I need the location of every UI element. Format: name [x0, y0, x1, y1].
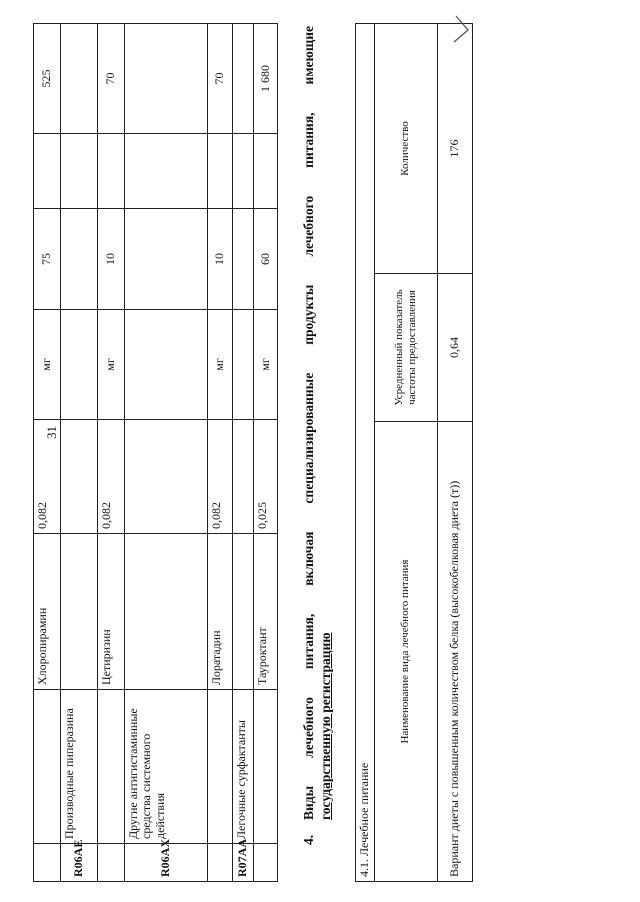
header-frequency: Усредненный показатель частоты предоставления: [375, 274, 438, 422]
unit-cell: мг: [208, 310, 233, 420]
unit-cell: мг: [34, 310, 61, 420]
drug-name-cell: [233, 534, 254, 690]
days-cell: [125, 209, 208, 310]
days-cell: 10: [98, 209, 125, 310]
heading-word: питания,: [301, 112, 316, 168]
drug-name-cell: Лоратадин: [208, 534, 233, 690]
total-cell: 1 680: [254, 24, 278, 134]
page-number: 31: [44, 426, 59, 440]
atc-code-cell: R06AX: [125, 844, 208, 882]
total-cell: [61, 24, 98, 134]
table-row: [254, 24, 278, 882]
heading-word: имеющие: [301, 26, 316, 85]
group-cell: Легочные сурфактанты: [233, 690, 254, 844]
total-cell: 70: [98, 24, 125, 134]
frequency-cell: 0,64: [438, 274, 473, 422]
heading-word: специализированные: [301, 372, 316, 504]
group-cell: [98, 690, 125, 844]
days-cell: 10: [208, 209, 233, 310]
dose-cell: [233, 420, 254, 534]
nutrition-name-cell: Вариант диеты с повышенным количеством белка (высокобелковая диета (т)): [438, 422, 473, 882]
atc-code-cell: R06AE: [61, 844, 98, 882]
table-header-row: [375, 24, 438, 882]
heading-word: продукты: [301, 284, 316, 345]
unit-cell: [61, 310, 98, 420]
empty-cell: [34, 134, 61, 209]
dose-cell: [61, 420, 98, 534]
dose-cell: 0,082: [34, 420, 61, 534]
unit-cell: [233, 310, 254, 420]
table-row: [61, 24, 98, 882]
heading-word: включая: [301, 531, 316, 586]
section-4-heading: [301, 26, 335, 845]
drug-name-cell: Цетиризин: [98, 534, 125, 690]
table-row: [34, 24, 61, 882]
atc-code-cell: [254, 844, 278, 882]
atc-code-cell: [208, 844, 233, 882]
check-mark-icon: [452, 14, 470, 44]
table-row: [233, 24, 254, 882]
dose-cell: 0,082: [98, 420, 125, 534]
days-cell: [233, 209, 254, 310]
dose-cell: 0,082: [208, 420, 233, 534]
atc-code-cell: R07AA: [233, 844, 254, 882]
total-cell: [233, 24, 254, 134]
header-name: Наименование вида лечебного питания: [375, 422, 438, 882]
days-cell: 60: [254, 209, 278, 310]
empty-cell: [98, 134, 125, 209]
table-caption-row: [356, 24, 375, 882]
days-cell: 75: [34, 209, 61, 310]
drug-name-cell: Тауроктант: [254, 534, 278, 690]
atc-code-cell: [98, 844, 125, 882]
group-cell: [34, 690, 61, 844]
section-number: 4.: [301, 834, 316, 845]
table-row: [208, 24, 233, 882]
header-quantity: Количество: [375, 24, 438, 274]
unit-cell: [125, 310, 208, 420]
heading-line-1: [301, 26, 318, 820]
table-row: [98, 24, 125, 882]
group-cell: [254, 690, 278, 844]
dose-cell: 0,025: [254, 420, 278, 534]
table-caption: 4.1. Лечебное питание: [356, 24, 375, 882]
drug-name-cell: Хлоропирамин: [34, 534, 61, 690]
total-cell: 525: [34, 24, 61, 134]
drug-name-cell: [61, 534, 98, 690]
dose-cell: [125, 420, 208, 534]
empty-cell: [61, 134, 98, 209]
quantity-cell: 176: [438, 24, 473, 274]
total-cell: [125, 24, 208, 134]
empty-cell: [233, 134, 254, 209]
atc-code-cell: [34, 844, 61, 882]
heading-word: лечебного: [301, 697, 316, 758]
group-cell: Другие антигистаминные средства системного действия: [125, 690, 208, 844]
drug-table: [33, 23, 278, 882]
table-row: [125, 24, 208, 882]
days-cell: [61, 209, 98, 310]
empty-cell: [125, 134, 208, 209]
table-row: [438, 24, 473, 882]
drug-name-cell: [125, 534, 208, 690]
heading-word: лечебного: [301, 195, 316, 257]
heading-word: Виды: [301, 785, 316, 820]
group-cell: [208, 690, 233, 844]
heading-word: питания,: [301, 613, 316, 670]
heading-line-2: государственную регистрацию: [317, 632, 333, 820]
unit-cell: мг: [98, 310, 125, 420]
nutrition-table: [355, 23, 473, 882]
unit-cell: мг: [254, 310, 278, 420]
empty-cell: [254, 134, 278, 209]
total-cell: 70: [208, 24, 233, 134]
group-cell: Производные пиперазина: [61, 690, 98, 844]
empty-cell: [208, 134, 233, 209]
